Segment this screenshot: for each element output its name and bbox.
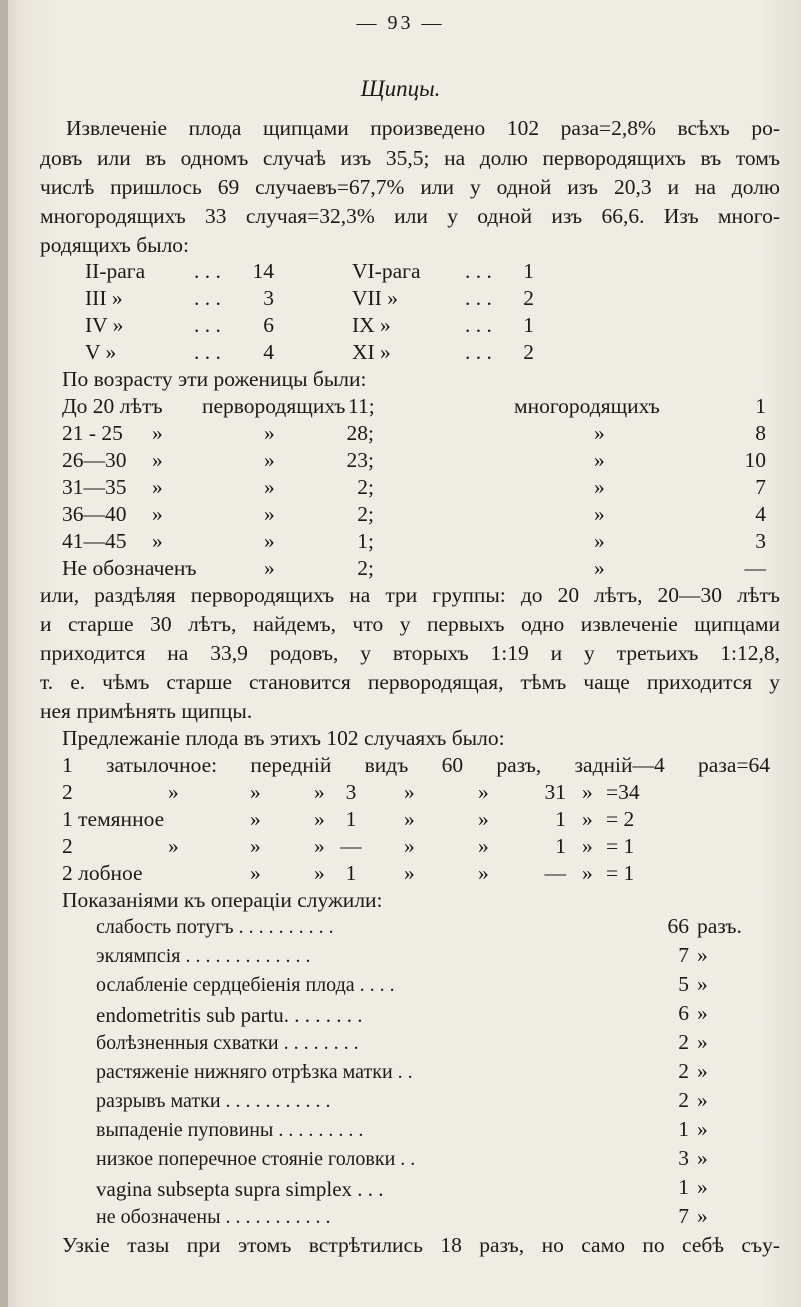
- ditto-mark: »: [404, 780, 415, 804]
- age-multi: 3: [755, 529, 766, 553]
- indication-label: выпаденіе пуповины . . . . . . . . .: [96, 1119, 364, 1141]
- pres-count: 2 лобное: [62, 861, 143, 885]
- indication-unit: »: [697, 972, 708, 996]
- ditto-mark: »: [250, 807, 261, 831]
- indication-label: не обозначены . . . . . . . . . . .: [96, 1206, 331, 1228]
- leader-dots: . . .: [194, 286, 221, 310]
- ditto-mark: »: [582, 807, 593, 831]
- text-line: или, раздѣляя первородящихъ на три группы: до 20 лѣтъ, 20—30 лѣтъ: [40, 583, 780, 607]
- pres-anterior: —: [340, 834, 362, 858]
- age-range: Не обозначенъ: [62, 556, 197, 580]
- indication-unit: »: [697, 1030, 708, 1054]
- ditto-mark: »: [404, 834, 415, 858]
- ditto-mark: »: [478, 861, 489, 885]
- para-label: VI-рага: [352, 259, 421, 283]
- ditto-mark: »: [250, 780, 261, 804]
- pres-posterior: —: [544, 861, 566, 885]
- ditto-mark: »: [152, 421, 163, 445]
- ditto-mark: »: [250, 834, 261, 858]
- age-label: »: [594, 556, 605, 580]
- ditto-mark: »: [168, 780, 179, 804]
- age-range: 41—45: [62, 529, 127, 553]
- age-primi: 2;: [357, 502, 374, 526]
- age-primi: 2;: [357, 475, 374, 499]
- indication-label: vagina subsepta supra simplex . . .: [96, 1177, 384, 1201]
- ditto-mark: »: [264, 448, 275, 472]
- indication-label: ослабленіе сердцебіенія плода . . . .: [96, 974, 395, 996]
- para-value: 1: [523, 259, 534, 283]
- text-line: нея примѣнять щипцы.: [40, 699, 253, 723]
- ditto-mark: »: [314, 834, 325, 858]
- ditto-mark: »: [168, 834, 179, 858]
- ditto-mark: »: [264, 529, 275, 553]
- age-label: »: [264, 556, 275, 580]
- age-multi: 10: [744, 448, 766, 472]
- text-line: числѣ пришлось 69 случаевъ=67,7% или у одной изъ 20,3 и на долю: [40, 175, 780, 199]
- para-value: 2: [523, 286, 534, 310]
- leader-dots: . . .: [465, 286, 492, 310]
- text-line: Извлеченіе плода щипцами произведено 102 раза=2,8% всѣхъ ро-: [66, 116, 780, 140]
- ditto-mark: »: [264, 421, 275, 445]
- age-range: 21 - 25: [62, 421, 123, 445]
- indication-count: 2: [678, 1088, 689, 1112]
- leader-dots: . . .: [194, 340, 221, 364]
- ditto-mark: »: [478, 807, 489, 831]
- ditto-mark: »: [152, 502, 163, 526]
- text-line: родящихъ было:: [40, 233, 190, 257]
- ditto-mark: »: [314, 780, 325, 804]
- leader-dots: . . .: [465, 340, 492, 364]
- pres-count: 2: [62, 780, 73, 804]
- indication-label: низкое поперечное стояніе головки . .: [96, 1148, 416, 1170]
- text-line: приходится на 33,9 родовъ, у вторыхъ 1:19 и у третьихъ 1:12,8,: [40, 641, 780, 665]
- age-primi: 2;: [357, 556, 374, 580]
- indication-unit: »: [697, 1117, 708, 1141]
- ditto-mark: »: [314, 861, 325, 885]
- age-range: До 20 лѣтъ: [62, 394, 163, 418]
- indication-label: слабость потугъ . . . . . . . . . .: [96, 916, 334, 938]
- ditto-mark: »: [264, 502, 275, 526]
- ditto-mark: »: [478, 834, 489, 858]
- ditto-mark: »: [478, 780, 489, 804]
- indication-unit: »: [697, 1204, 708, 1228]
- ditto-mark: »: [582, 834, 593, 858]
- age-label: многородящихъ: [514, 394, 660, 418]
- leader-dots: . . .: [465, 313, 492, 337]
- age-label: »: [594, 502, 605, 526]
- indication-count: 1: [678, 1175, 689, 1199]
- para-label: III »: [85, 286, 123, 310]
- ditto-mark: »: [404, 807, 415, 831]
- pres-total: = 1: [606, 861, 635, 885]
- ditto-mark: »: [404, 861, 415, 885]
- para-value: 3: [263, 286, 274, 310]
- section-heading: Щипцы.: [360, 76, 441, 101]
- indication-unit: разъ.: [697, 914, 742, 938]
- para-value: 2: [523, 340, 534, 364]
- ditto-mark: »: [314, 807, 325, 831]
- ditto-mark: »: [264, 475, 275, 499]
- para-label: II-рага: [85, 259, 146, 283]
- text-line: Узкіе тазы при этомъ встрѣтились 18 разъ, но само по себѣ съу-: [62, 1233, 780, 1257]
- indication-unit: »: [697, 1059, 708, 1083]
- indication-unit: »: [697, 1175, 708, 1199]
- pres-total: = 2: [606, 807, 635, 831]
- presentation-intro: Предлежаніе плода въ этихъ 102 случаяхъ было:: [62, 726, 505, 750]
- indication-count: 1: [678, 1117, 689, 1141]
- age-label: »: [594, 421, 605, 445]
- para-label: VII »: [352, 286, 398, 310]
- age-multi: 7: [755, 475, 766, 499]
- pres-anterior: 3: [345, 780, 357, 804]
- page-edge: [0, 0, 8, 1307]
- para-value: 4: [263, 340, 274, 364]
- para-label: IX »: [352, 313, 391, 337]
- age-label: »: [594, 475, 605, 499]
- para-value: 6: [263, 313, 274, 337]
- indication-count: 5: [678, 972, 689, 996]
- indication-count: 6: [678, 1001, 689, 1025]
- age-primi: 11;: [348, 394, 375, 418]
- pres-count: 2: [62, 834, 73, 858]
- indication-count: 2: [678, 1030, 689, 1054]
- age-range: 26—30: [62, 448, 127, 472]
- age-primi: 1;: [357, 529, 374, 553]
- pres-anterior: 1: [345, 861, 357, 885]
- ditto-mark: »: [152, 475, 163, 499]
- pres-posterior: 1: [555, 807, 566, 831]
- indication-unit: »: [697, 1146, 708, 1170]
- age-intro: По возрасту эти роженицы были:: [62, 367, 367, 391]
- leader-dots: . . .: [194, 259, 221, 283]
- indication-label: разрывъ матки . . . . . . . . . . .: [96, 1090, 331, 1112]
- presentation-row: 1 затылочное: передній видъ 60 разъ, задній—4 раза=64: [62, 753, 770, 777]
- age-multi: 1: [755, 394, 766, 418]
- para-label: IV »: [85, 313, 124, 337]
- para-label: V »: [85, 340, 117, 364]
- age-multi: —: [744, 556, 766, 580]
- age-range: 31—35: [62, 475, 127, 499]
- age-primi: 28;: [346, 421, 374, 445]
- age-label: »: [594, 529, 605, 553]
- age-label: первородящихъ: [202, 394, 346, 418]
- ditto-mark: »: [152, 529, 163, 553]
- pres-posterior: 31: [544, 780, 566, 804]
- text-line: многородящихъ 33 случая=32,3% или у одной изъ 66,6. Изъ много-: [40, 204, 780, 228]
- indication-count: 7: [678, 1204, 689, 1228]
- pres-total: =34: [606, 780, 640, 804]
- ditto-mark: »: [582, 861, 593, 885]
- age-multi: 8: [755, 421, 766, 445]
- indication-label: эклямпсія . . . . . . . . . . . . .: [96, 945, 311, 967]
- para-label: XI »: [352, 340, 391, 364]
- text-line: т. е. чѣмъ старше становится первородящая, тѣмъ чаще приходится у: [40, 670, 780, 694]
- age-primi: 23;: [346, 448, 374, 472]
- leader-dots: . . .: [194, 313, 221, 337]
- indication-unit: »: [697, 1088, 708, 1112]
- pres-anterior: 1: [345, 807, 357, 831]
- leader-dots: . . .: [465, 259, 492, 283]
- indications-intro: Показаніями къ операціи служили:: [62, 888, 383, 912]
- indication-count: 7: [678, 943, 689, 967]
- ditto-mark: »: [250, 861, 261, 885]
- ditto-mark: »: [152, 448, 163, 472]
- indication-label: растяженіе нижняго отрѣзка матки . .: [96, 1061, 413, 1083]
- indication-count: 2: [678, 1059, 689, 1083]
- indication-count: 3: [678, 1146, 689, 1170]
- text-line: довъ или въ одномъ случаѣ изъ 35,5; на долю первородящихъ въ томъ: [40, 146, 780, 170]
- page-number: — 93 —: [356, 12, 445, 34]
- ditto-mark: »: [582, 780, 593, 804]
- para-value: 14: [252, 259, 274, 283]
- age-multi: 4: [755, 502, 766, 526]
- pres-count: 1 темянное: [62, 807, 165, 831]
- indication-label: болѣзненныя схватки . . . . . . . .: [96, 1032, 359, 1054]
- text-line: и старше 30 лѣтъ, найдемъ, что у первыхъ одно извлеченіе щипцами: [40, 612, 780, 636]
- age-label: »: [594, 448, 605, 472]
- indication-label: endometritis sub partu. . . . . . . .: [96, 1003, 363, 1027]
- age-range: 36—40: [62, 502, 127, 526]
- para-value: 1: [523, 313, 534, 337]
- indication-unit: »: [697, 943, 708, 967]
- indication-unit: »: [697, 1001, 708, 1025]
- pres-total: = 1: [606, 834, 635, 858]
- indication-count: 66: [667, 914, 689, 938]
- pres-posterior: 1: [555, 834, 566, 858]
